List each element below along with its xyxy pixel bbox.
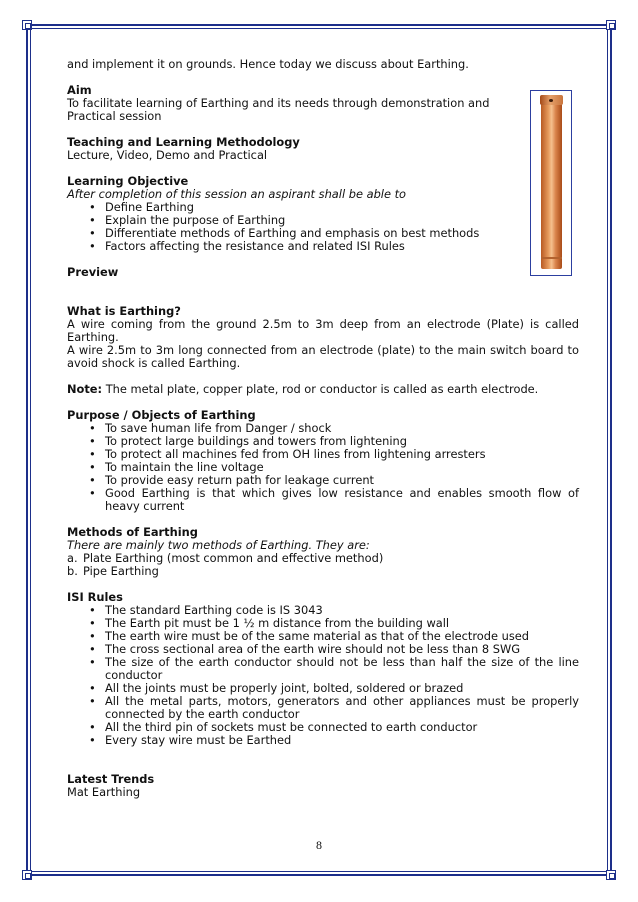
list-item — [67, 565, 579, 578]
list-item-text: Pipe Earthing — [83, 564, 159, 578]
list-item: • The earth wire must be of the same material as that of the electrode used — [67, 630, 579, 643]
list-item: • Explain the purpose of Earthing — [67, 214, 579, 227]
list-item: • The Earth pit must be 1 ½ m distance from the building wall — [67, 617, 579, 630]
corner-ornament-bottom-left — [22, 870, 32, 880]
what-is-p2: A wire 2.5m to 3m long connected from an electrode (plate) to the main switch board to avoid shock is called Earthing. — [67, 343, 579, 370]
corner-ornament-top-left — [22, 20, 32, 30]
aim-heading: Aim — [67, 83, 92, 97]
corner-ornament-top-right — [606, 20, 616, 30]
methodology-text: Lecture, Video, Demo and Practical — [67, 148, 268, 162]
list-item: • The standard Earthing code is IS 3043 — [67, 604, 579, 617]
list-item: • The size of the earth conductor should not be less than half the size of the line conductor — [67, 656, 579, 682]
objective-list — [67, 201, 579, 253]
what-is-heading: What is Earthing? — [67, 304, 181, 318]
list-marker: a. — [67, 551, 78, 565]
list-item: • All the third pin of sockets must be connected to earth conductor — [67, 721, 579, 734]
list-item: • Good Earthing is that which gives low resistance and enables smooth flow of heavy current — [67, 487, 579, 513]
purpose-heading: Purpose / Objects of Earthing — [67, 408, 256, 422]
methods-heading: Methods of Earthing — [67, 525, 198, 539]
list-item: • Differentiate methods of Earthing and emphasis on best methods — [67, 227, 579, 240]
methods-intro: There are mainly two methods of Earthing. They are: — [67, 538, 370, 552]
methodology-heading: Teaching and Learning Methodology — [67, 135, 300, 149]
preview-heading: Preview — [67, 265, 119, 279]
objective-intro: After completion of this session an aspirant shall be able to — [67, 187, 407, 201]
objective-heading: Learning Objective — [67, 174, 189, 188]
methods-list — [67, 552, 579, 578]
list-marker: b. — [67, 564, 78, 578]
list-item: • To maintain the line voltage — [67, 461, 579, 474]
intro-text: and implement it on grounds. Hence today we discuss about Earthing. — [67, 57, 469, 71]
list-item: • Every stay wire must be Earthed — [67, 734, 579, 747]
list-item: • Factors affecting the resistance and related ISI Rules — [67, 240, 579, 253]
list-item: • To provide easy return path for leakage current — [67, 474, 579, 487]
trends-text: Mat Earthing — [67, 785, 141, 799]
document-body — [67, 58, 579, 799]
list-item: • The cross sectional area of the earth wire should not be less than 8 SWG — [67, 643, 579, 656]
list-item: • To protect large buildings and towers from lightening — [67, 435, 579, 448]
note-paragraph — [67, 383, 579, 396]
purpose-list — [67, 422, 579, 513]
trends-heading: Latest Trends — [67, 772, 155, 786]
list-item: • All the metal parts, motors, generators and other appliances must be properly connected by the earth conductor — [67, 695, 579, 721]
isi-heading: ISI Rules — [67, 590, 123, 604]
list-item: • To save human life from Danger / shock — [67, 422, 579, 435]
note-label: Note: — [67, 382, 103, 396]
aim-text: To facilitate learning of Earthing and its needs through demonstration and Practical session — [67, 96, 490, 123]
list-item: • Define Earthing — [67, 201, 579, 214]
what-is-p1: A wire coming from the ground 2.5m to 3m deep from an electrode (Plate) is called Earthing. — [67, 317, 579, 344]
isi-list — [67, 604, 579, 747]
note-text: The metal plate, copper plate, rod or conductor is called as earth electrode. — [102, 382, 539, 396]
list-item: • All the joints must be properly joint, bolted, soldered or brazed — [67, 682, 579, 695]
page-number: 8 — [316, 838, 322, 852]
corner-ornament-bottom-right — [606, 870, 616, 880]
list-item: • To protect all machines fed from OH lines from lightening arresters — [67, 448, 579, 461]
list-item-text: Plate Earthing (most common and effective method) — [83, 551, 384, 565]
